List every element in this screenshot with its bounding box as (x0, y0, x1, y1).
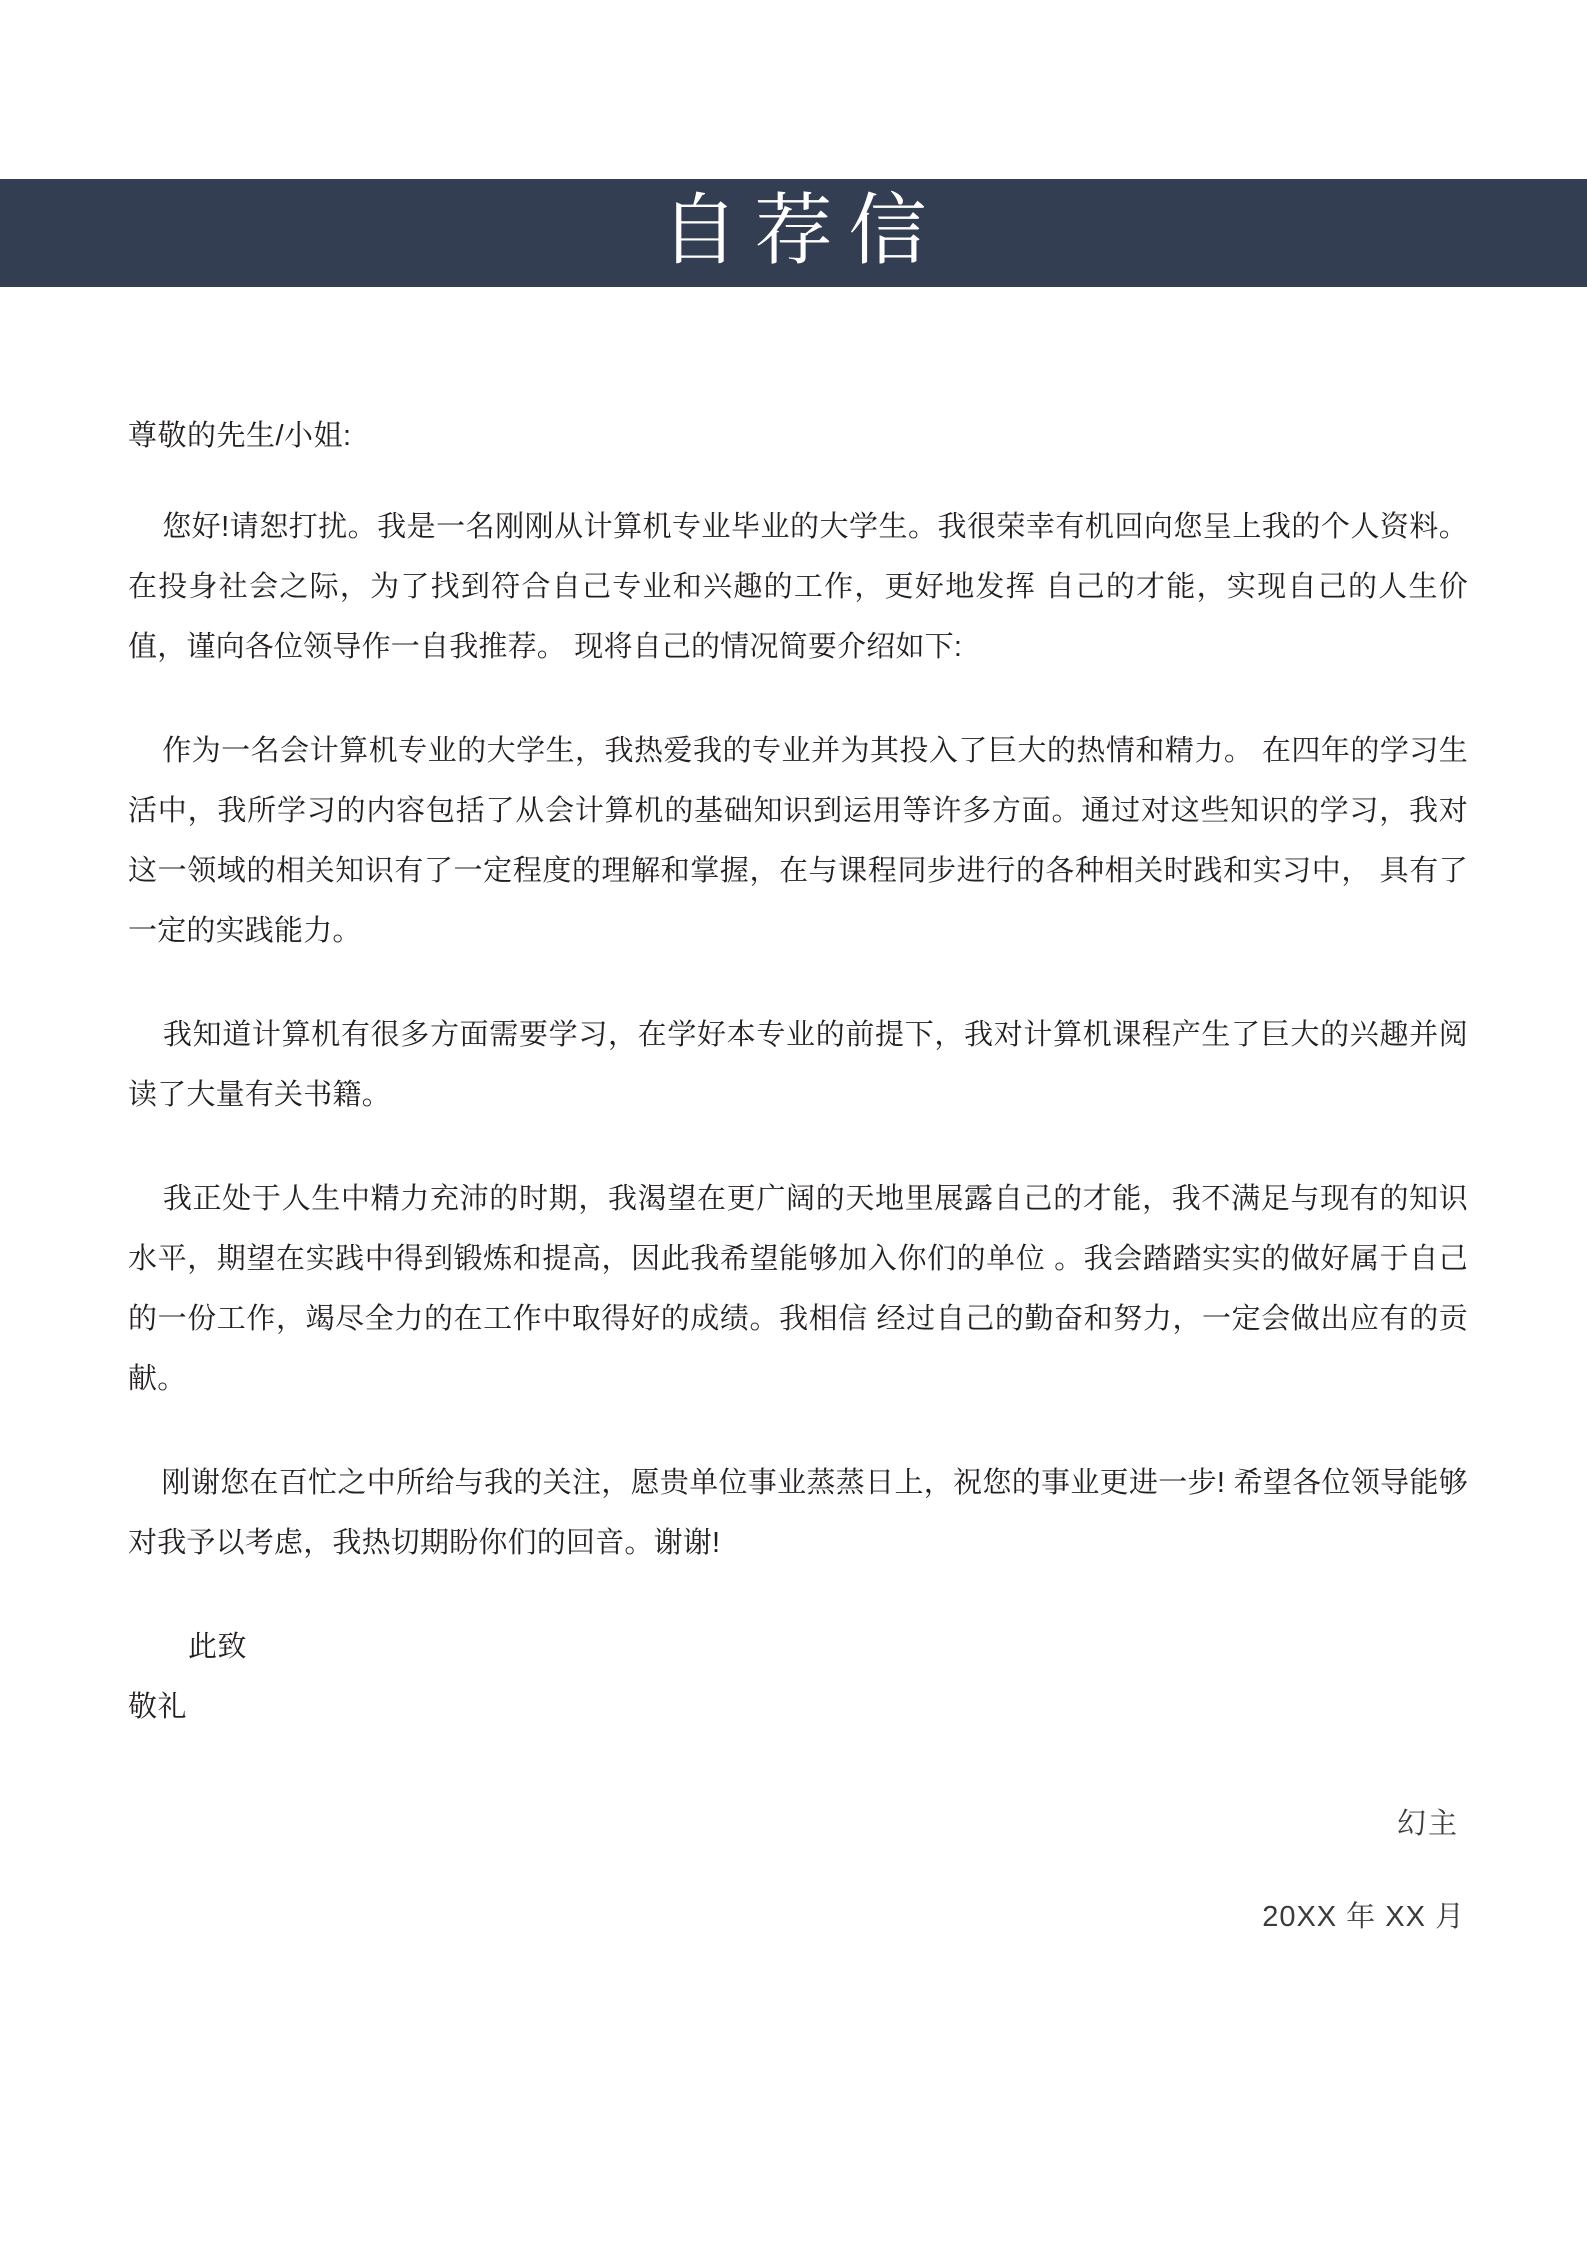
letter-body (128, 408, 1468, 1737)
spacer (128, 1125, 1468, 1169)
spacer (128, 451, 1468, 497)
signature-block (0, 1810, 1587, 1932)
letter-salutation: 尊敬的先生/小姐: (128, 420, 352, 452)
spacer (128, 1409, 1468, 1453)
letter-paragraph-4: 我正处于人生中精力充沛的时期，我渴望在更广阔的天地里展露自己的才能，我不满足与现有的知识水平，期望在实践中得到锻炼和提高，因此我希望能够加入你们的单位 。我会踏踏实实的做好属于自己的一份工作，竭尽全力的在工作中取得好的成绩。我相信 经过自己的勤奋和努力，一定会做出应有的贡献。 (128, 1183, 1468, 1395)
letter-paragraph-2: 作为一名会计算机专业的大学生，我热爱我的专业并为其投入了巨大的热情和精力。 在四年的学习生活中，我所学习的内容包括了从会计算机的基础知识到运用等许多方面。通过对这些知识的学习，我对这一领域的相关知识有了一定程度的理解和掌握，在与课程同步进行的各种相关时践和实习中， 具有了一定的实践能力。 (128, 735, 1468, 947)
letter-paragraph-1: 您好!请恕打扰。我是一名刚刚从计算机专业毕业的大学生。我很荣幸有机回向您呈上我的个人资料。在投身社会之际，为了找到符合自己专业和兴趣的工作，更好地发挥 自己的才能，实现自己的人生价值，谨向各位领导作一自我推荐。 现将自己的情况简要介绍如下: (128, 511, 1468, 663)
letter-paragraph-3: 我知道计算机有很多方面需要学习，在学好本专业的前提下，我对计算机课程产生了巨大的兴趣并阅读了大量有关书籍。 (128, 1019, 1468, 1111)
signature-name: 幻主 (1396, 1808, 1459, 1840)
signature-date: 20XX 年 XX 月 (1262, 1901, 1465, 1933)
page-title: 自荐信 (660, 187, 943, 274)
document-title-band (0, 179, 1587, 287)
letter-paragraph-5: 刚谢您在百忙之中所给与我的关注，愿贵单位事业蒸蒸日上，祝您的事业更进一步! 希望各位领导能够对我予以考虑，我热切期盼你们的回音。谢谢! (128, 1467, 1468, 1559)
spacer (128, 961, 1468, 1005)
letter-closing-line-2: 敬礼 (128, 1691, 188, 1723)
letter-closing-line-1: 此致 (188, 1631, 248, 1663)
spacer (128, 677, 1468, 721)
spacer (128, 1573, 1468, 1617)
